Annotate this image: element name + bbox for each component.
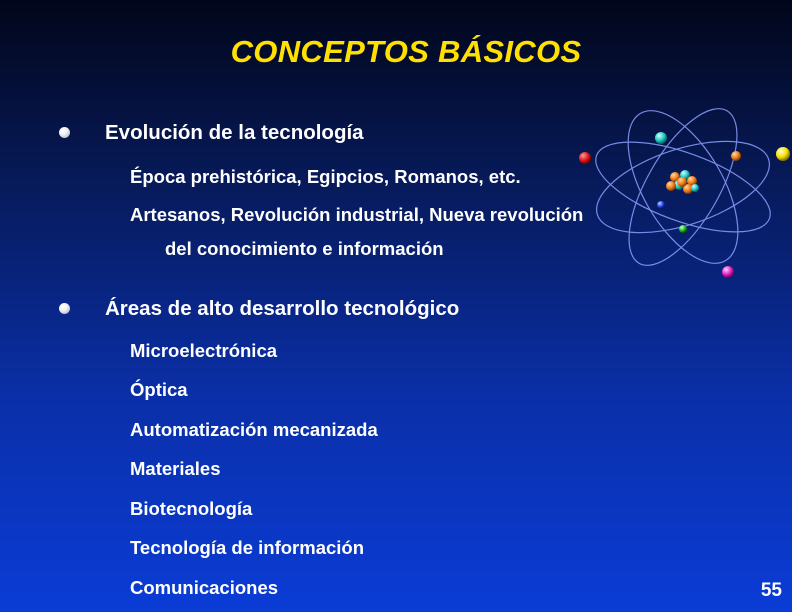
list-item: Automatización mecanizada: [130, 419, 378, 440]
list-item: Época prehistórica, Egipcios, Romanos, etc.: [130, 166, 521, 187]
electron-teal: [655, 132, 667, 144]
bullet-icon: [59, 303, 70, 314]
list-item: Artesanos, Revolución industrial, Nueva revolución: [130, 204, 584, 225]
section-heading: Evolución de la tecnología: [105, 121, 364, 144]
electron-magenta: [722, 266, 734, 278]
electron-blue: [657, 201, 665, 209]
list-item: Microelectrónica: [130, 340, 278, 361]
electrons-layer: [570, 95, 792, 290]
list-item: Tecnología de información: [130, 537, 365, 558]
section-heading: Áreas de alto desarrollo tecnológico: [105, 297, 460, 320]
bullet-icon: [59, 127, 70, 138]
list-item: Óptica: [130, 379, 188, 400]
electron-yellow: [776, 147, 790, 161]
list-item: del conocimiento e información: [165, 238, 444, 259]
list-item: Materiales: [130, 458, 221, 479]
slide-title: CONCEPTOS BÁSICOS: [230, 34, 582, 69]
page-number: 55: [760, 580, 782, 601]
electron-red: [579, 152, 591, 164]
electron-green: [679, 225, 687, 233]
electron-orange: [731, 151, 741, 161]
list-item: Biotecnología: [130, 498, 253, 519]
list-item: Comunicaciones: [130, 577, 279, 598]
